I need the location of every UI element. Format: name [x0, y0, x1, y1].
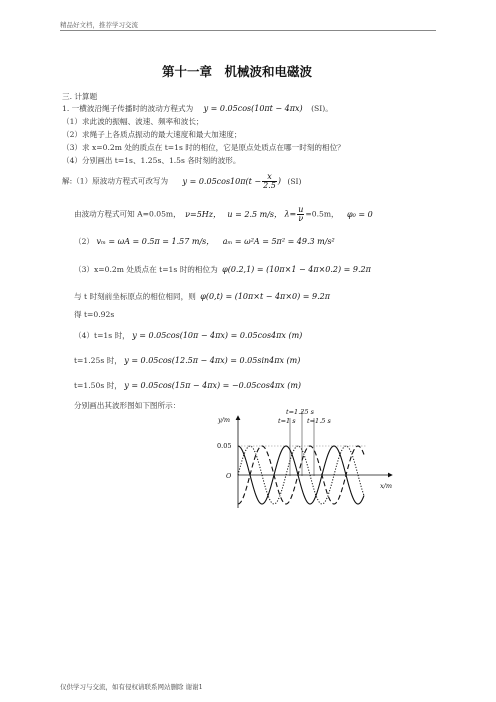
- solution-1-line: [62, 173, 302, 190]
- solution-3b-text: 与 t 时刻前坐标原点的相位相同，则: [74, 292, 196, 301]
- solution-1-unit: (SI): [287, 176, 302, 186]
- solution-4-eq-2: y = 0.05cos(12.5π − 4πx) = 0.05sin4πx (m): [124, 356, 301, 365]
- label-t1: t=1 s: [278, 417, 296, 425]
- solution-3-line: [74, 264, 371, 275]
- question-3: （3）求 x=0.2m 处的质点在 t=1s 时的相位，它是原点处质点在哪一时刻的相位？: [62, 143, 345, 152]
- question-4: （4）分别画出 t=1s、1.25s、1.5s 各时刻的波形。: [62, 156, 241, 165]
- solution-4-draw-text: 分别画出其波形图如下图所示：: [74, 401, 181, 410]
- waveform-figure: [212, 406, 400, 512]
- origin-label: O: [226, 472, 232, 480]
- solution-4-label-2: t=1.25s 时，: [74, 356, 122, 365]
- wavelength-value: =0.5m，: [305, 209, 339, 219]
- solution-2-line: [74, 236, 335, 247]
- wavelength-denominator: ν: [298, 214, 304, 223]
- solution-4-label-1: （4）t=1s 时，: [74, 331, 130, 340]
- section-heading: 三. 计算题: [62, 92, 98, 101]
- solution-1-prefix: 解:（1）原波动方程式可改写为: [62, 176, 169, 186]
- solution-1-eq-b: ): [277, 176, 281, 186]
- solution-3b-line: [74, 291, 330, 302]
- question-1: （1）求此波的振幅、波速、频率和波长；: [62, 117, 204, 126]
- solution-3b-phase-eq: φ(0,t) = (10π×t − 4π×0) = 9.2π: [200, 292, 330, 301]
- solution-3-text: （3）x=0.2m 处质点在 t=1s 时的相位为: [74, 265, 218, 274]
- max-velocity-eq: vₘ = ωA = 0.5π = 1.57 m/s，: [96, 237, 215, 246]
- wavelength-prefix: λ=: [284, 209, 297, 219]
- solution-4-label-3: t=1.50s 时，: [74, 381, 122, 390]
- initial-phase-text: φ₀ = 0: [347, 209, 373, 219]
- max-acceleration-eq: aₘ = ω²A = 5π² = 49.3 m/s²: [222, 237, 335, 246]
- y-tick-label: 0.05: [217, 442, 232, 450]
- wavelength-fraction: [297, 206, 304, 223]
- solution-1-fraction: [262, 173, 277, 190]
- solution-3-result: 得 t=0.92s: [74, 310, 115, 319]
- header-text: 精品好文档，推荐学习交流: [60, 21, 138, 29]
- header-rule: [60, 30, 436, 31]
- y-axis-label: y/m: [218, 416, 231, 424]
- label-t125: t=1.25 s: [286, 408, 314, 416]
- wavelength-numerator: u: [298, 205, 304, 214]
- wave-equation: y = 0.05cos(10πt − 4πx): [203, 104, 303, 113]
- wave-equation-unit: (SI)。: [311, 104, 333, 113]
- solution-4-line-1: [74, 330, 302, 341]
- problem-intro-text: 1. 一横波沿绳子传播时的波动方程式为: [62, 104, 194, 113]
- fraction-numerator: x: [262, 173, 277, 182]
- solution-1b-line: [74, 206, 373, 223]
- frequency-text: ν=5Hz，: [185, 209, 221, 219]
- solution-4-line-3: [74, 380, 301, 391]
- wave-speed-text: u = 2.5 m/s，: [227, 209, 283, 219]
- chapter-title: 第十一章 机械波和电磁波: [162, 64, 313, 79]
- solution-2-prefix: （2）: [74, 237, 95, 246]
- x-axis-label: x/m: [380, 482, 393, 490]
- solution-4-eq-3: y = 0.05cos(15π − 4πx) = −0.05cos4πx (m): [124, 381, 302, 390]
- solution-3-phase-eq: φ(0.2,1) = (10π×1 − 4π×0.2) = 9.2π: [222, 265, 371, 274]
- label-t15: t=1.5 s: [307, 417, 331, 425]
- solution-4-eq-1: y = 0.05cos(10π − 4πx) = 0.05cos4πx (m): [132, 331, 303, 340]
- footer-text: 仅供学习与交流，如有侵权请联系网站删除 谢谢1: [60, 683, 203, 691]
- amplitude-text: 由波动方程式可知 A=0.05m，: [74, 209, 181, 219]
- question-2: （2）求绳子上各质点振动的最大速度和最大加速度；: [62, 130, 242, 139]
- solution-1-eq-a: y = 0.05cos10π(t −: [182, 176, 262, 186]
- solution-4-line-2: [74, 355, 300, 366]
- problem-intro: [62, 103, 333, 114]
- fraction-denominator: 2.5: [263, 181, 276, 190]
